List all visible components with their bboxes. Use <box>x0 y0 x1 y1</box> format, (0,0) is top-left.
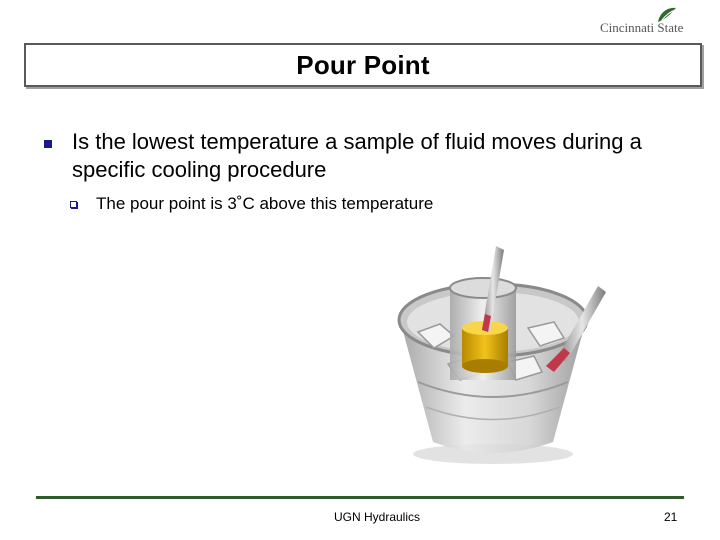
slide-title: Pour Point <box>296 49 430 80</box>
pour-point-apparatus-illustration <box>378 232 628 472</box>
page-number: 21 <box>664 510 678 524</box>
bullet-text: Is the lowest temperature a sample of fluid moves during a specific cooling procedure <box>72 129 642 182</box>
footer-rule <box>36 496 684 499</box>
footer-course: UGN Hydraulics <box>334 510 421 524</box>
square-bullet-icon <box>44 140 52 148</box>
hollow-square-bullet-icon <box>70 201 77 208</box>
sub-bullet-text: The pour point is 3˚C above this temperature <box>96 194 434 213</box>
cincinnati-state-logo <box>600 6 692 40</box>
logo-text: Cincinnati State <box>600 20 684 35</box>
title-box <box>24 43 702 87</box>
